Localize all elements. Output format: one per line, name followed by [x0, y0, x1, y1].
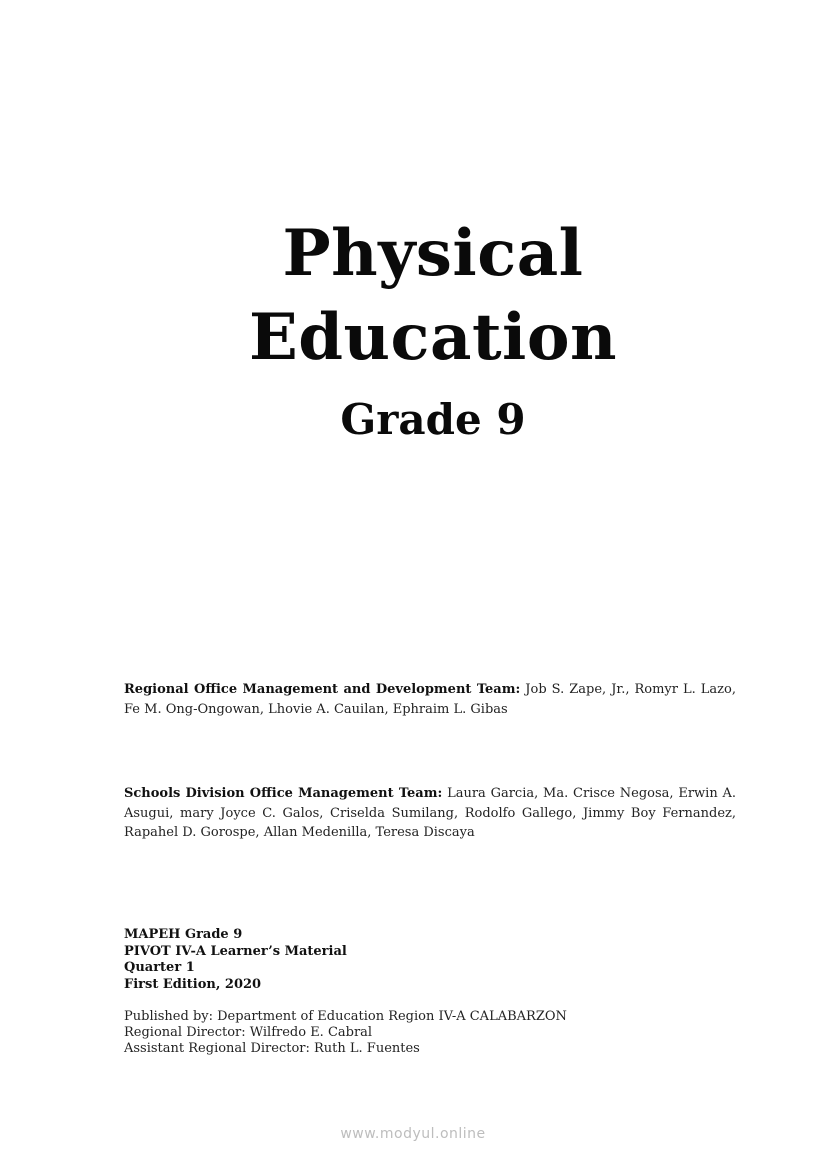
division-team-members: Laura Garcia, Ma. Crisce Negosa, Erwin A. Asugui, mary Joyce C. Galos, Criselda Sumilang, Rodolfo Gallego, Jimmy Boy Fernandez, Rapahel D. Gorospe, Allan Medenilla, Teresa Discaya: [124, 786, 737, 840]
publisher-block: [124, 1009, 567, 1057]
edition-block: [124, 927, 347, 993]
edition-line: First Edition, 2020: [124, 976, 262, 992]
division-team-label: Schools Division Office Management Team:: [124, 786, 443, 801]
title-block: [0, 212, 826, 450]
regional-team-members: Job S. Zape, Jr., Romyr L. Lazo, Fe M. Ong-Ongowan, Lhovie A. Cauilan, Ephraim L. Gibas: [124, 682, 736, 717]
regional-team-credits: [124, 680, 736, 719]
material-line: PIVOT IV-A Learner’s Material: [124, 943, 347, 959]
regional-team-label: Regional Office Management and Development Team:: [124, 682, 521, 697]
grade-heading: Grade 9: [340, 395, 526, 444]
published-by-line: Published by: Department of Education Region IV-A CALABARZON: [124, 1009, 567, 1024]
division-team-credits: [124, 784, 736, 843]
title-line-1: Physical: [282, 216, 584, 291]
regional-director-line: Regional Director: Wilfredo E. Cabral: [124, 1025, 373, 1040]
title-line-2: Education: [248, 300, 618, 375]
quarter-line: Quarter 1: [124, 960, 195, 975]
watermark: www.modyul.online: [340, 1126, 486, 1142]
assistant-director-line: Assistant Regional Director: Ruth L. Fuentes: [124, 1041, 420, 1056]
subject-line: MAPEH Grade 9: [124, 927, 243, 942]
